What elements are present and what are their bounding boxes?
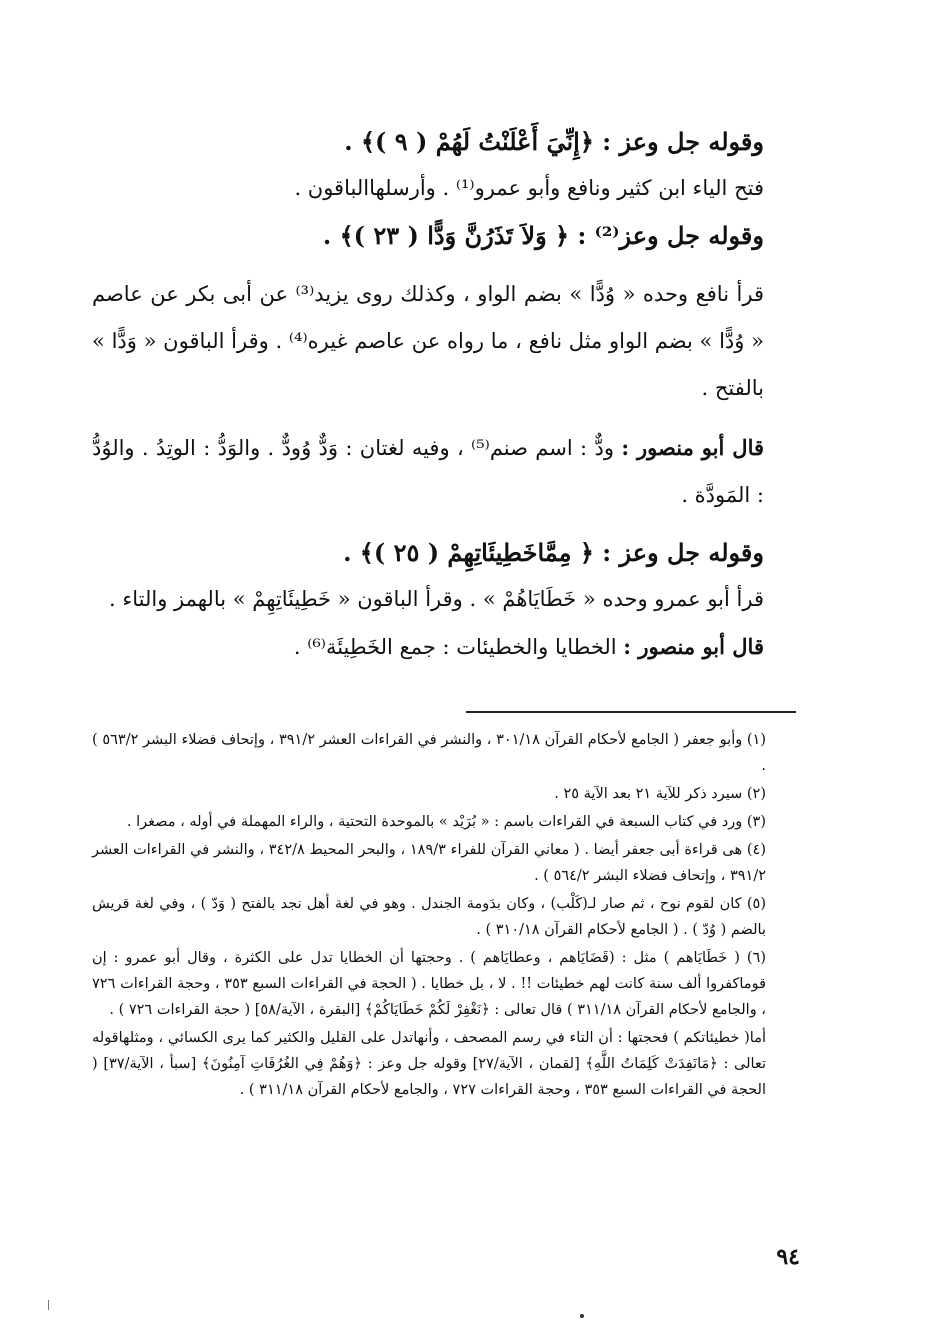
comment-body: ودٌّ : اسم صنم⁽⁵⁾ ، وفيه لغتان : وَدٌّ وُودٌّ . والوَدُّ : الوتِدُ . والوُدُّ : المَودَّة .: [92, 436, 764, 507]
reading-note-23: قرأ نافع وحده « وُدًّا » بضم الواو ، وكذلك روى يزيد⁽³⁾ عن أبى بكر عن عاصم « وُدًّا » بضم الواو مثل نافع ، ما رواه عن عاصم غيره⁽⁴⁾ . وقرأ الباقون « وَدًّا » بالفتح .: [92, 282, 764, 400]
footnote-4: (٤) هى قراءة أبى جعفر أيضا . ( معاني القرآن للفراء ١٨٩/٣ ، والبحر المحيط ٣٤٢/٨ ، والنشر في القراءات العشر ٣٩١/٢ ، وإتحاف فضلاء البشر ٥٦٤/٢ ) .: [92, 842, 766, 884]
main-text: [92, 118, 764, 671]
footnote-2: (٢) سيرد ذكر للآية ٢١ بعد الآية ٢٥ .: [554, 786, 766, 802]
footnote-3: (٣) ورد في كتاب السبعة في القراءات باسم : « بُرَيْد » بالموحدة التحتية ، والراء المهملة في أوله ، مصغرا .: [126, 814, 766, 830]
comment-lead: قال أبو منصور :: [621, 435, 765, 460]
footnote-1: (١) وأبو جعفر ( الجامع لأحكام القرآن ٣٠١/١٨ ، والنشر في القراءات العشر ٣٩١/٢ ، وإتحاف فضلاء البشر ٥٦٣/٢ ) .: [92, 732, 767, 774]
page-number: ٩٤: [776, 1244, 800, 1270]
comment-body: الخطايا والخطيئات : جمع الخَطِيئَة⁽⁶⁾ .: [293, 635, 624, 659]
footnote-5: (٥) كان لقوم نوح ، ثم صار لـ(كَلْب) ، وكان بدَومة الجندل . وهو في لغة أهل نجد بالفتح ( وَدّ ) ، وفي لغة قريش بالضم ( وُدّ ) . ( الجامع لأحكام القرآن ٣١٠/١٨ ) .: [92, 896, 766, 938]
footnote-6: (٦) ( خَطَايَاهم ) مثل : (قَضَايَاهم ، وعطايَاهم ) . وحجتها أن الخطايا تدل على الكثرة ، وقال أبو عمرو : إن قوماكفروا ألف سنة كانت لهم خطيئات !! . لا ، بل خطايا . ( الحجة في القراءات السبع ٣٥٣ ، وحجة القراءات ٧٢٦ ، والجامع لأحكام القرآن ٣١١/١٨ ) قال تعالى : ﴿نَغْفِرْ لَكُمْ خَطَايَاكُمْ﴾ [البقرة ، الآية/٥٨] ( حجة القراءات ٧٢٦ ) .: [92, 950, 766, 1018]
abu-mansur-comment-khatiah: [92, 623, 764, 671]
scan-dot: [580, 1314, 584, 1318]
comment-lead: قال أبو منصور :: [623, 634, 764, 659]
footnote-6-continued: أما( خطيئاتكم ) فحجتها : أن التاء في رسم المصحف ، وأنهاتدل على القليل والكثير كما يرى الكسائي ، ومثلهاقوله تعالى : ﴿مَانَفِدَتْ كَلِمَاتُ اللَّهِ﴾ [لقمان ، الآية/٢٧] وقوله جل وعز : ﴿وَهُمْ فِي الغُرُفَاتِ آمِنُونَ﴾ [سبأ ، الآية/٣٧] ( الحجة في القراءات السبع ٣٥٣ ، وحجة القراءات ٧٢٧ ، والجامع لأحكام القرآن ٣١١/١٨ ) .: [92, 1030, 766, 1098]
verse-heading-9: وقوله جل وعز : ﴿إِنِّيَ أَعْلَنْتُ لَهُمْ ( ٩ )﴾ .: [344, 127, 764, 156]
reading-note-25: قرأ أبو عمرو وحده « خَطَايَاهُمْ » . وقرأ الباقون « خَطِيئَاتِهِمْ » بالهمز والتاء .: [109, 587, 764, 611]
footnote-divider: [466, 711, 796, 713]
scan-tick: [48, 1300, 49, 1310]
verse-heading-23: وقوله جل وعز⁽²⁾ : ﴿ وَلاَ تَذَرُنَّ وَدًّا ( ٢٣ )﴾ .: [322, 221, 764, 250]
abu-mansur-comment-wadd: [92, 424, 764, 519]
reading-note-9: فتح الياء ابن كثير ونافع وأبو عمرو⁽¹⁾ . وأرسلهاالباقون .: [294, 176, 764, 200]
verse-heading-25: وقوله جل وعز : ﴿ مِمَّاخَطِيئَاتِهِمْ ( ٢٥ )﴾ .: [343, 538, 764, 567]
footnotes: [92, 727, 766, 1105]
